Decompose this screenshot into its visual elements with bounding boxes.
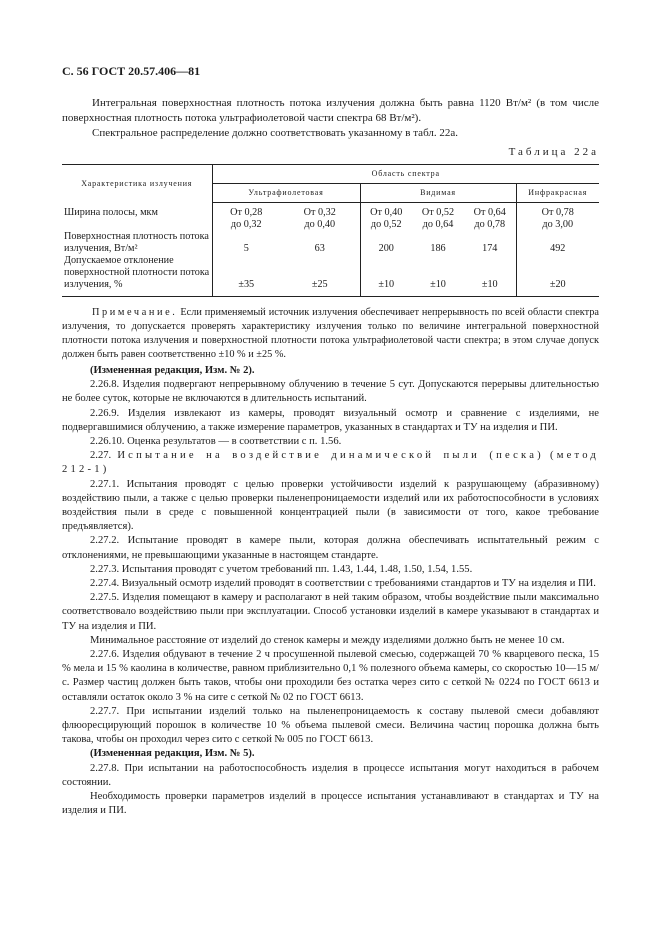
paragraph: 2.27.6. Изделия обдувают в течение 2 ч просушенной пылевой смесью, содержащей 70 % кварцевого песка, 15 % мела и 15 % каолина в количестве, равном приблизительно 0,1 % полезного объема камеры, со скоростью 10—15 м/с. Размер частиц должен быть таков, чтобы они проходили без остатка через сито с сеткой № 0224 по ГОСТ 6613 и оставляли остаток около 3 % на сите с сеткой № 02 по ГОСТ 6613. xyxy=(62,649,599,703)
table-cell: От 0,40 до 0,52 xyxy=(360,203,412,232)
table-note xyxy=(62,306,599,362)
table-cell: ±20 xyxy=(516,255,599,297)
paragraph: Минимальное расстояние от изделий до стенок камеры и между изделиями должно быть не менее 10 см. xyxy=(90,634,565,646)
section-method: (метод 212-1) xyxy=(62,450,600,476)
paragraph: 2.27.3. Испытания проводят с учетом требований пп. 1.43, 1.44, 1.48, 1.50, 1.54, 1.55. xyxy=(90,563,473,575)
header-ir: Инфракрасная xyxy=(516,184,599,203)
row-label: Поверхностная плотность потока излучения, Вт/м² xyxy=(64,231,209,254)
paragraph: 2.26.10. Оценка результатов — в соответствии с п. 1.56. xyxy=(90,436,342,448)
intro-text xyxy=(62,96,599,141)
note-label: Примечание. xyxy=(92,307,178,318)
table-cell: От 0,78 до 3,00 xyxy=(516,203,599,232)
paragraph: 2.26.8. Изделия подвергают непрерывному облучению в течение 5 сут. Допускаются перерывы длительностью не более суток, которые не включаются в длительность испытаний. xyxy=(62,379,599,405)
paragraph: 2.27.1. Испытания проводят с целью проверки устойчивости изделий к разрушающему (абразивному) воздействию пыли, а также с целью проверки пыленепроницаемости изделий или их работоспособности в условиях воздействия пыли в среде с повышенной концентрацией пыли (в зависимости от того, какое требование предъявляется). xyxy=(62,478,599,533)
paragraph: 2.27.4. Визуальный осмотр изделий проводят в соответствии с требованиями стандартов и ТУ на изделия и ПИ. xyxy=(90,578,596,590)
revision-note: (Измененная редакция, Изм. № 5). xyxy=(90,748,255,760)
intro-paragraph: Интегральная поверхностная плотность потока излучения должна быть равна 1120 Вт/м² (в том числе поверхностная плотность потока ультрафиолетовой части спектра 68 Вт/м²). xyxy=(62,97,599,124)
table-caption: Таблица 22а xyxy=(508,146,599,158)
table-row xyxy=(62,203,599,232)
table-cell: От 0,32 до 0,40 xyxy=(303,207,336,230)
intro-paragraph: Спектральное распределение должно соответствовать указанному в табл. 22а. xyxy=(92,127,459,139)
table-cell: От 0,28 до 0,32 xyxy=(212,203,280,232)
revision-note: (Измененная редакция, Изм. № 2). xyxy=(90,365,255,376)
table-cell: ±10 xyxy=(360,255,412,297)
paragraph: 2.27.5. Изделия помещают в камеру и располагают в ней таким образом, чтобы воздействие пыли максимально соответствовало воздействию пыли при эксплуатации. Способ установки изделий в камере указывают в стандартах и ТУ на изделия и ПИ. xyxy=(62,592,599,632)
table-cell: 186 xyxy=(430,243,446,254)
table-cell: 63 xyxy=(314,243,325,254)
paragraph: 2.27.8. При испытании на работоспособность изделия в процессе испытания могут находиться в рабочем состоянии. xyxy=(62,762,599,788)
note-text: Если применяемый источник излучения обеспечивает непрерывность по всей области спектра излучения, то допускается проверять характеристику излучения только по величине интегральной поверхностной плотности потока излучения и поверхностной плотности потока ультрафиолетовой части спектра; в этом случае допуск должен быть равен соответственно ±10 % и ±25 %. xyxy=(62,307,600,360)
paragraph: Необходимость проверки параметров изделий в процессе испытания устанавливают в стандартах и ТУ на изделия и ПИ. xyxy=(62,791,599,817)
table-cell: 174 xyxy=(482,243,498,254)
table-row xyxy=(62,231,599,255)
paragraph: 2.26.9. Изделия извлекают из камеры, проводят визуальный осмотр и сравнение с изделиями, не подвергавшимися облучению, а также измерение параметров, указанных в стандартах и ТУ на изделия и ПИ. xyxy=(62,407,599,433)
table-cell: 5 xyxy=(212,231,280,255)
table-cell: 200 xyxy=(360,231,412,255)
table-cell: ±10 xyxy=(464,255,516,297)
page-header: С. 56 ГОСТ 20.57.406—81 xyxy=(62,64,201,78)
section-number: 2.27. xyxy=(90,450,112,462)
header-region: Область спектра xyxy=(212,165,599,184)
paragraph: 2.27.2. Испытание проводят в камере пыли, которая должна обеспечивать испытательный режим с отклонениями, не превышающими указанные в настоящем стандарте. xyxy=(62,535,599,561)
spectrum-table xyxy=(62,164,599,297)
table-body xyxy=(62,203,599,297)
section-title: Испытание на воздействие динамической пыли (песка) xyxy=(117,450,544,462)
header-uv: Ультрафиолетовая xyxy=(212,184,360,203)
header-visible: Видимая xyxy=(360,184,516,203)
row-label: Ширина полосы, мкм xyxy=(64,206,158,218)
section-heading xyxy=(62,449,599,477)
paragraph: 2.27.7. При испытании изделий только на пыленепроницаемость к составу пылевой смеси добавляют флюоресцирующий порошок в количестве 10 % объема пылевой смеси. Величина частиц порошка должна быть такова, чтобы он проходил через сито с сеткой № 005 по ГОСТ 6613. xyxy=(62,705,599,746)
body-text xyxy=(62,364,599,819)
table-cell: ±25 xyxy=(280,255,360,297)
table-cell: От 0,52 до 0,64 xyxy=(421,207,455,230)
table-cell: 492 xyxy=(516,231,599,255)
row-label: Допускаемое отклонение поверхностной плотности потока излучения, % xyxy=(62,255,212,297)
table-row xyxy=(62,255,599,297)
table-cell: ±35 xyxy=(212,255,280,297)
table-cell: От 0,64 до 0,78 xyxy=(473,207,506,230)
header-characteristic: Характеристика излучения xyxy=(62,165,212,203)
table-cell: ±10 xyxy=(412,255,464,297)
